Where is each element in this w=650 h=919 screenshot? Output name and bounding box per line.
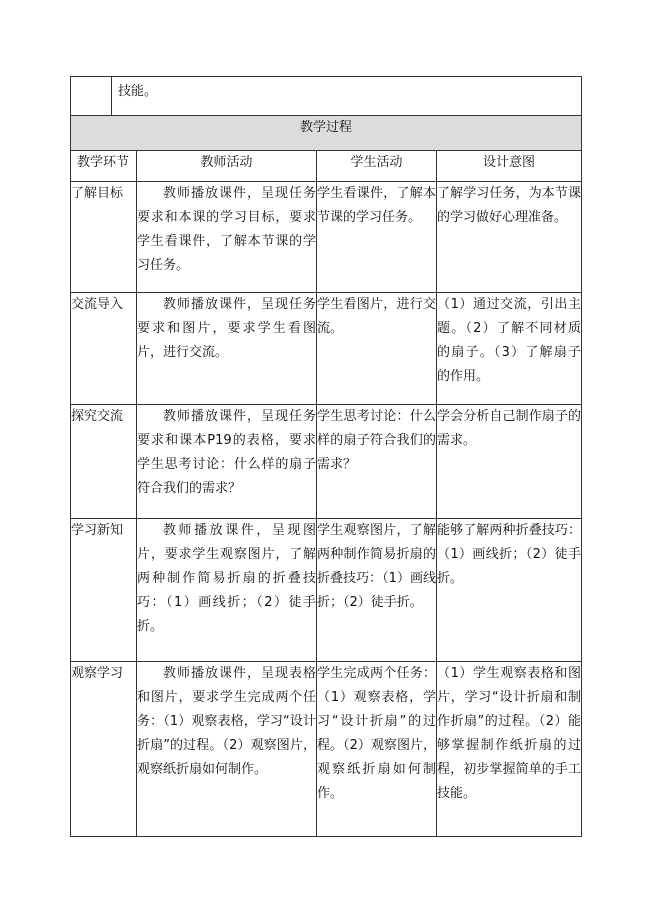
- section-title-row: [71, 116, 582, 151]
- student-activity-cell: 学生看图片，进行交流。: [317, 293, 437, 405]
- header-student: 学生活动: [317, 151, 437, 182]
- design-intent-cell: 学会分析自己制作扇子的需求。: [437, 405, 582, 519]
- teacher-activity-cell: 教师播放课件，呈现任务要求和课本P19的表格，要求学生思考讨论：什么样的扇子符合我们的需求？: [137, 405, 317, 519]
- continued-row-blank-cell: [71, 77, 112, 115]
- teacher-activity-cell: 教师播放课件，呈现任务要求和本课的学习目标，要求学生看课件，了解本节课的学习任务。: [137, 182, 317, 293]
- stage-cell: 交流导入: [71, 293, 137, 405]
- student-activity-cell: 学生看课件，了解本节课的学习任务。: [317, 182, 437, 293]
- header-row: [71, 151, 582, 182]
- student-activity-cell: 学生完成两个任务：（1）观察表格，学习“设计折扇”的过程。（2）观察图片，观察纸折扇如何制作。: [317, 662, 437, 837]
- table-row: [71, 405, 582, 519]
- stage-cell: 了解目标: [71, 182, 137, 293]
- continued-text: 技能。: [118, 84, 158, 99]
- design-intent-cell: （1）通过交流，引出主题。（2）了解不同材质的扇子。（3）了解扇子的作用。: [437, 293, 582, 405]
- section-title: 教学过程: [71, 116, 582, 151]
- teacher-activity-cell: 教师播放课件，呈现任务要求和图片，要求学生看图片，进行交流。: [137, 293, 317, 405]
- design-intent-cell: （1）学生观察表格和图片，学习“设计折扇和制作折扇”的过程。（2）能够掌握制作纸折扇的过程，初步掌握简单的手工技能。: [437, 662, 582, 837]
- table-row: [71, 662, 582, 837]
- student-activity-cell: 学生思考讨论：什么样的扇子符合我们的需求？: [317, 405, 437, 519]
- teacher-activity-cell: 教师播放课件，呈现图片，要求学生观察图片，了解两种制作简易折扇的折叠技巧：（1）画线折；（2）徒手折。: [137, 519, 317, 662]
- design-intent-cell: 能够了解两种折叠技巧：（1）画线折；（2）徒手折。: [437, 519, 582, 662]
- stage-cell: 学习新知: [71, 519, 137, 662]
- continued-row: [71, 77, 582, 116]
- student-activity-cell: 学生观察图片，了解两种制作简易折扇的折叠技巧：（1）画线折；（2）徒手折。: [317, 519, 437, 662]
- stage-cell: 探究交流: [71, 405, 137, 519]
- header-teacher: 教师活动: [137, 151, 317, 182]
- lesson-plan-table: [70, 76, 582, 837]
- table-row: [71, 182, 582, 293]
- table-row: [71, 293, 582, 405]
- table-row: [71, 519, 582, 662]
- header-intent: 设计意图: [437, 151, 582, 182]
- design-intent-cell: 了解学习任务，为本节课的学习做好心理准备。: [437, 182, 582, 293]
- header-stage: 教学环节: [71, 151, 137, 182]
- teacher-activity-cell: 教师播放课件，呈现表格和图片，要求学生完成两个任务：（1）观察表格，学习“设计折扇”的过程。（2）观察图片，观察纸折扇如何制作。: [137, 662, 317, 837]
- stage-cell: 观察学习: [71, 662, 137, 837]
